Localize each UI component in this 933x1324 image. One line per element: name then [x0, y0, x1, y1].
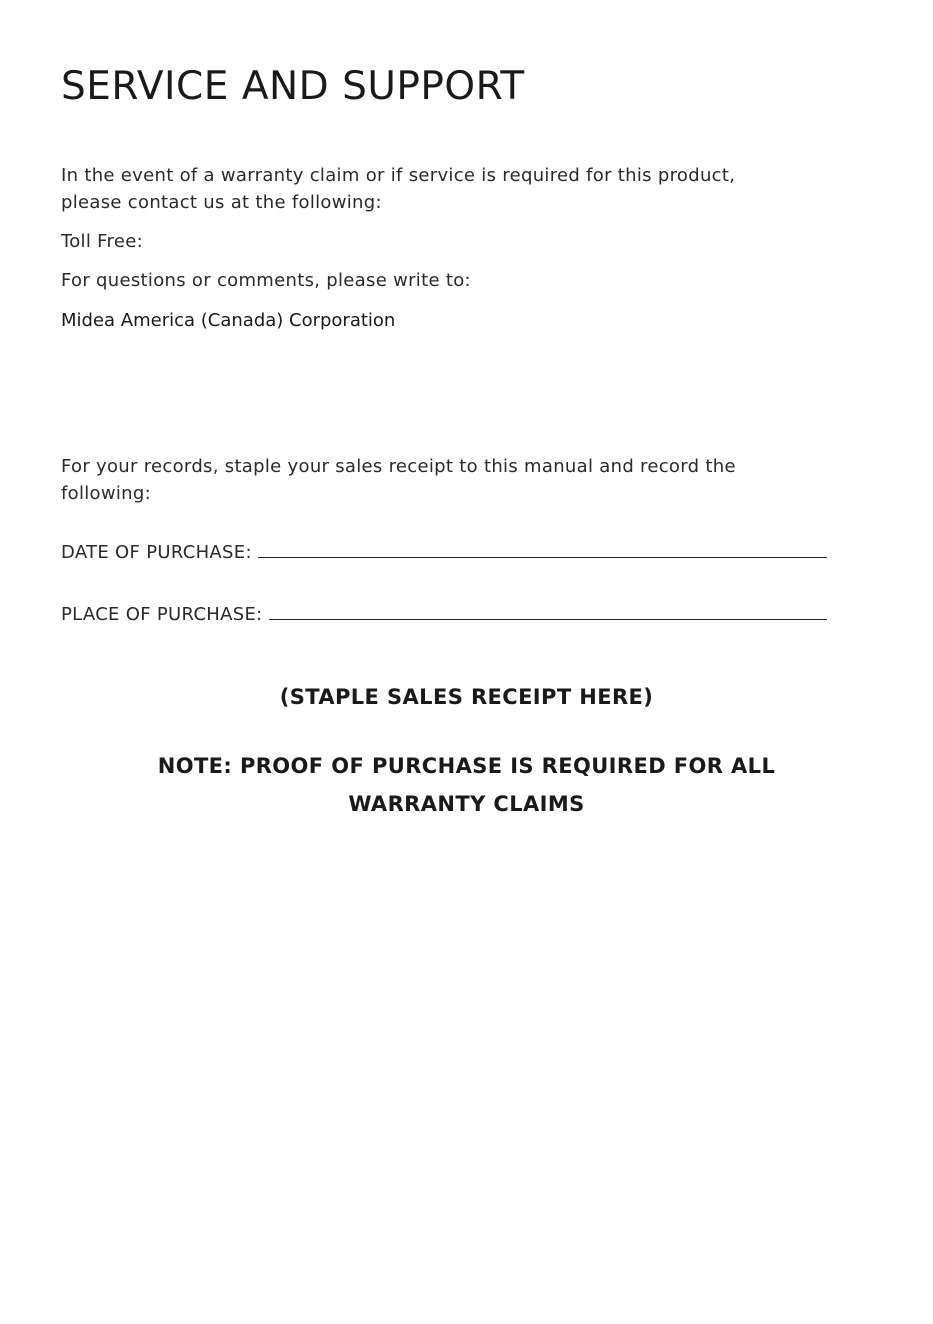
- contact-intro-line-2: please contact us at the following:: [61, 192, 382, 213]
- contact-intro-line-1: In the event of a warranty claim or if service is required for this product,: [61, 165, 736, 186]
- write-to-label: For questions or comments, please write to:: [61, 270, 471, 291]
- date-of-purchase-row: [61, 542, 827, 563]
- place-of-purchase-field[interactable]: [269, 605, 827, 620]
- proof-of-purchase-line-2: WARRANTY CLAIMS: [348, 792, 585, 816]
- records-intro-line-1: For your records, staple your sales receipt to this manual and record the: [61, 456, 736, 477]
- company-name: Midea America (Canada) Corporation: [61, 310, 396, 331]
- records-intro-line-2: following:: [61, 483, 151, 504]
- place-of-purchase-row: [61, 604, 827, 625]
- proof-of-purchase-line-1: NOTE: PROOF OF PURCHASE IS REQUIRED FOR ALL: [157, 754, 776, 778]
- place-of-purchase-label: PLACE OF PURCHASE:: [61, 604, 263, 625]
- page-title: SERVICE AND SUPPORT: [61, 64, 525, 109]
- toll-free-label: Toll Free:: [61, 231, 143, 252]
- staple-receipt-notice: (STAPLE SALES RECEIPT HERE): [279, 685, 654, 709]
- date-of-purchase-field[interactable]: [258, 543, 827, 558]
- proof-of-purchase-note: [0, 747, 933, 823]
- date-of-purchase-label: DATE OF PURCHASE:: [61, 542, 252, 563]
